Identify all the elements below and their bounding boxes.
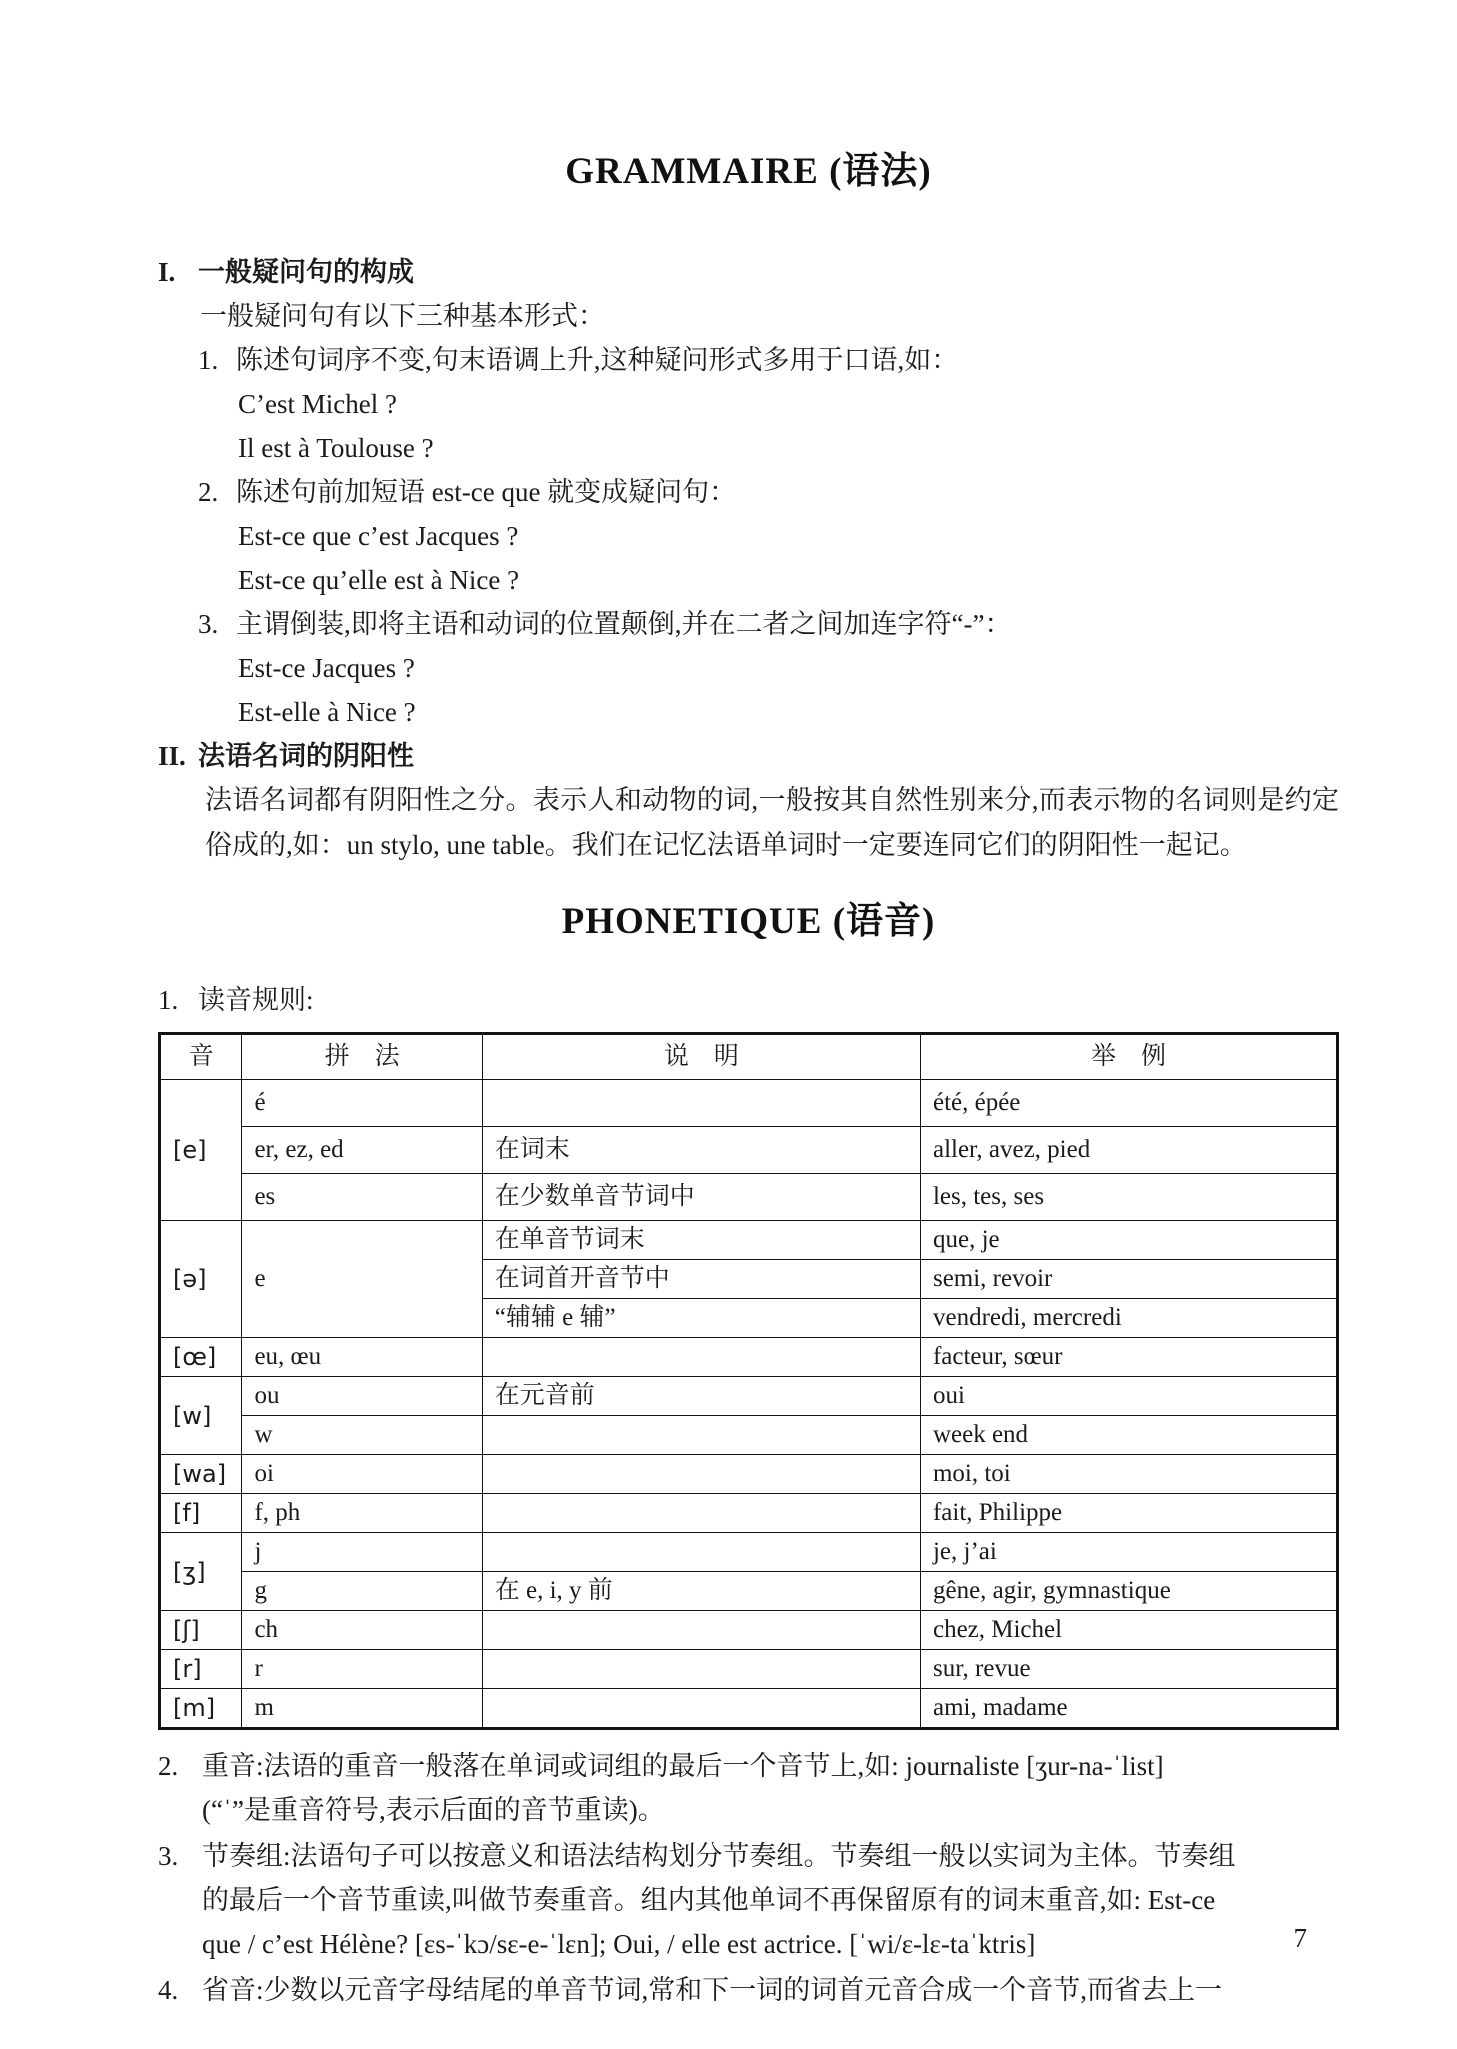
cell-sound: [w] — [160, 1377, 242, 1455]
note-number: 2. — [158, 1751, 179, 1781]
cell-spelling: ch — [242, 1611, 482, 1650]
cell-spelling: er, ez, ed — [242, 1127, 482, 1174]
example-line: Est-ce que c’est Jacques ? — [238, 521, 519, 551]
note-stress — [158, 1744, 1339, 1832]
section-label: I. — [158, 257, 176, 287]
grammar-item-1 — [198, 338, 1339, 382]
rules-heading — [158, 978, 1339, 1022]
cell-examples: chez, Michel — [920, 1611, 1337, 1650]
cell-sound: [wa] — [160, 1455, 242, 1494]
note-number: 4. — [158, 1975, 179, 2005]
cell-spelling: g — [242, 1572, 482, 1611]
cell-examples: les, tes, ses — [920, 1174, 1337, 1221]
note-number: 3. — [158, 1841, 179, 1871]
note-line: 节奏组:法语句子可以按意义和语法结构划分节奏组。节奏组一般以实词为主体。节奏组 — [202, 1841, 1236, 1871]
cell-examples: été, épée — [920, 1080, 1337, 1127]
table-header-row — [160, 1034, 1338, 1080]
cell-sound: [œ] — [160, 1338, 242, 1377]
table-row — [160, 1533, 1338, 1572]
cell-description — [482, 1494, 920, 1533]
note-line: 的最后一个音节重读,叫做节奏重音。组内其他单词不再保留原有的词末重音,如: Est-ce — [202, 1885, 1216, 1915]
note-elision — [158, 1968, 1339, 2012]
note-line: 省音:少数以元音字母结尾的单音节词,常和下一词的词首元音合成一个音节,而省去上一 — [202, 1975, 1222, 2005]
note-rhythm-group — [158, 1834, 1339, 1966]
cell-examples: facteur, sœur — [920, 1338, 1337, 1377]
cell-sound: [r] — [160, 1650, 242, 1689]
item-number: 3. — [198, 609, 219, 639]
grammaire-title: GRAMMAIRE (语法) — [565, 151, 932, 192]
note-line: (“ˈ”是重音符号,表示后面的音节重读)。 — [202, 1795, 665, 1825]
table-row — [160, 1416, 1338, 1455]
table-row — [160, 1377, 1338, 1416]
table-row — [160, 1174, 1338, 1221]
col-header-sound: 音 — [160, 1034, 242, 1080]
cell-spelling: e — [242, 1221, 482, 1338]
table-row — [160, 1494, 1338, 1533]
cell-examples: que, je — [920, 1221, 1337, 1260]
cell-description — [482, 1416, 920, 1455]
example-line: Est-elle à Nice ? — [238, 697, 416, 727]
section-intro: 一般疑问句有以下三种基本形式： — [200, 301, 605, 331]
cell-description — [482, 1689, 920, 1729]
cell-spelling: eu, œu — [242, 1338, 482, 1377]
page-number: 7 — [1293, 1923, 1307, 1953]
cell-spelling: es — [242, 1174, 482, 1221]
table-row — [160, 1611, 1338, 1650]
rules-heading-text: 读音规则: — [198, 985, 314, 1015]
cell-examples: fait, Philippe — [920, 1494, 1337, 1533]
table-row — [160, 1455, 1338, 1494]
cell-description — [482, 1455, 920, 1494]
cell-description — [482, 1533, 920, 1572]
col-header-description: 说 明 — [482, 1034, 920, 1080]
cell-description — [482, 1338, 920, 1377]
cell-sound: [ʃ] — [160, 1611, 242, 1650]
cell-description: 在单音节词末 — [482, 1221, 920, 1260]
example-line: C’est Michel ? — [238, 389, 397, 419]
section-label: II. — [158, 741, 186, 771]
table-row — [160, 1689, 1338, 1729]
table-row — [160, 1650, 1338, 1689]
example-line: Il est à Toulouse ? — [238, 433, 434, 463]
col-header-examples: 举 例 — [920, 1034, 1337, 1080]
cell-description: “辅辅 e 辅” — [482, 1299, 920, 1338]
table-row — [160, 1080, 1338, 1127]
col-header-spelling: 拼 法 — [242, 1034, 482, 1080]
section-heading-text: 一般疑问句的构成 — [198, 257, 414, 287]
note-lines — [202, 1744, 1339, 1832]
cell-spelling: oi — [242, 1455, 482, 1494]
item-number: 2. — [198, 477, 219, 507]
cell-spelling: ou — [242, 1377, 482, 1416]
section-paragraph: 法语名词都有阴阳性之分。表示人和动物的词,一般按其自然性别来分,而表示物的名词则是约定俗成的,如：un stylo, une table。我们在记忆法语单词时一定要连同它们的阴阳性一起记。 — [205, 785, 1339, 860]
cell-sound: [ə] — [160, 1221, 242, 1338]
section-heading-text: 法语名词的阴阳性 — [198, 741, 414, 771]
item-number: 1. — [198, 345, 219, 375]
item-text: 主谓倒装,即将主语和动词的位置颠倒,并在二者之间加连字符“-”： — [236, 609, 1012, 639]
cell-description: 在词末 — [482, 1127, 920, 1174]
cell-spelling: f, ph — [242, 1494, 482, 1533]
section-heading-2 — [158, 734, 1339, 778]
cell-sound: [m] — [160, 1689, 242, 1729]
cell-examples: oui — [920, 1377, 1337, 1416]
cell-spelling: m — [242, 1689, 482, 1729]
cell-description: 在少数单音节词中 — [482, 1174, 920, 1221]
note-line: 重音:法语的重音一般落在单词或词组的最后一个音节上,如: journaliste [ʒur-na-ˈlist] — [202, 1751, 1164, 1781]
cell-examples: je, j’ai — [920, 1533, 1337, 1572]
grammar-item-2 — [198, 470, 1339, 514]
cell-examples: vendredi, mercredi — [920, 1299, 1337, 1338]
cell-sound: [f] — [160, 1494, 242, 1533]
cell-description — [482, 1080, 920, 1127]
cell-sound: [ʒ] — [160, 1533, 242, 1611]
cell-description — [482, 1650, 920, 1689]
cell-examples: ami, madame — [920, 1689, 1337, 1729]
section-heading-1 — [158, 250, 1339, 294]
cell-description: 在元音前 — [482, 1377, 920, 1416]
phonetique-title: PHONETIQUE (语音) — [561, 901, 936, 942]
note-lines — [202, 1834, 1339, 1966]
example-line: Est-ce qu’elle est à Nice ? — [238, 565, 520, 595]
table-row — [160, 1127, 1338, 1174]
cell-examples: aller, avez, pied — [920, 1127, 1337, 1174]
cell-sound: [e] — [160, 1080, 242, 1221]
item-text: 陈述句词序不变,句末语调上升,这种疑问形式多用于口语,如： — [236, 345, 959, 375]
note-lines — [202, 1968, 1339, 2012]
phonetics-table — [158, 1032, 1339, 1730]
cell-spelling: r — [242, 1650, 482, 1689]
note-line: que / c’est Hélène? [ɛs-ˈkɔ/sɛ-e-ˈlɛn]; Oui, / elle est actrice. [ˈwi/ɛ-lɛ-taˈktris] — [202, 1929, 1036, 1959]
cell-examples: gêne, agir, gymnastique — [920, 1572, 1337, 1611]
cell-examples: sur, revue — [920, 1650, 1337, 1689]
grammar-item-3 — [198, 602, 1339, 646]
rules-number: 1. — [158, 985, 179, 1015]
cell-spelling: j — [242, 1533, 482, 1572]
item-text: 陈述句前加短语 est-ce que 就变成疑问句： — [236, 477, 737, 507]
cell-spelling: é — [242, 1080, 482, 1127]
example-line: Est-ce Jacques ? — [238, 653, 415, 683]
cell-examples: week end — [920, 1416, 1337, 1455]
table-row — [160, 1338, 1338, 1377]
cell-description: 在词首开音节中 — [482, 1260, 920, 1299]
cell-spelling: w — [242, 1416, 482, 1455]
cell-description: 在 e, i, y 前 — [482, 1572, 920, 1611]
table-row — [160, 1572, 1338, 1611]
cell-examples: moi, toi — [920, 1455, 1337, 1494]
cell-examples: semi, revoir — [920, 1260, 1337, 1299]
table-row — [160, 1221, 1338, 1260]
cell-description — [482, 1611, 920, 1650]
